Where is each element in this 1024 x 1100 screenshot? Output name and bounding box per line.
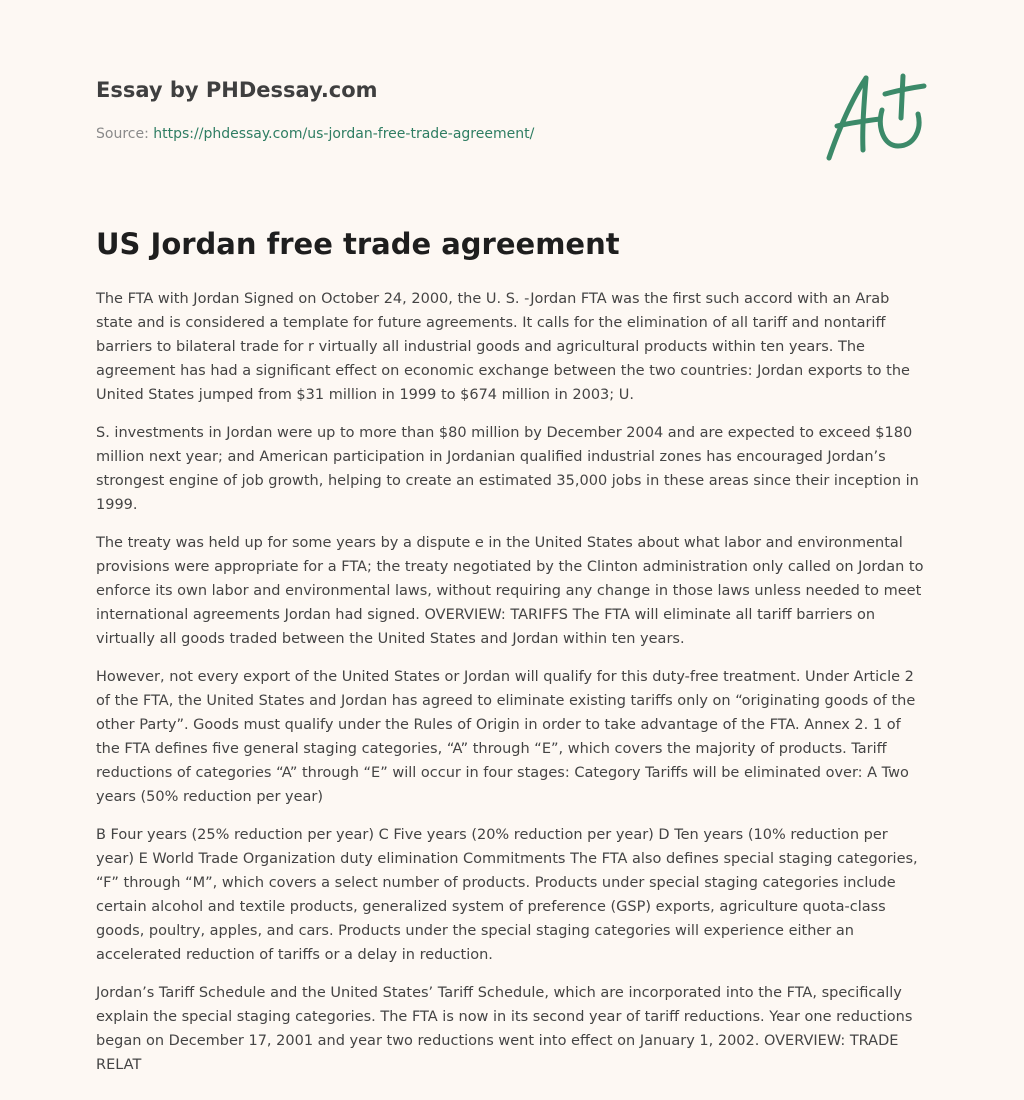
- page-header: [96, 72, 796, 144]
- source-link[interactable]: https://phdessay.com/us-jordan-free-trade-agreement/: [153, 126, 535, 142]
- article-title: US Jordan free trade agreement: [96, 227, 620, 261]
- paragraph: The treaty was held up for some years by a dispute e in the United States about what labor and environmental provisions were appropriate for a FTA; the treaty negotiated by the Clinton administration only called on Jordan to enforce its own labor and environmental laws, without requiring any change in those laws unless needed to meet international agreements Jordan had signed. OVERVIEW: TARIFFS The FTA will eliminate all tariff barriers on virtually all goods traded between the United States and Jordan within ten years.: [96, 535, 924, 647]
- paragraph: B Four years (25% reduction per year) C Five years (20% reduction per year) D Ten years (10% reduction per year) E World Trade Organization duty elimination Commitments The FTA also defines special staging categories, “F” through “M”, which covers a select number of products. Products under special staging categories include certain alcohol and textile products, generalized system of preference (GSP) exports, agriculture quota-class goods, poultry, apples, and cars. Products under the special staging categories will experience either an accelerated reduction of tariffs or a delay in reduction.: [96, 827, 918, 963]
- paragraph: Jordan’s Tariff Schedule and the United States’ Tariff Schedule, which are incorporated into the FTA, specifically explain the special staging categories. The FTA is now in its second year of tariff reductions. Year one reductions began on December 17, 2001 and year two reductions went into effect on January 1, 2002. OVERVIEW: TRADE RELAT: [96, 985, 913, 1073]
- article-body: [96, 287, 928, 1091]
- source-label: Source:: [96, 126, 149, 142]
- a-plus-grade-icon: [822, 66, 932, 166]
- paragraph: S. investments in Jordan were up to more than $80 million by December 2004 and are expected to exceed $180 million next year; and American participation in Jordanian qualified industrial zones has encouraged Jordan’s strongest engine of job growth, helping to create an estimated 35,000 jobs in these areas since their inception in 1999.: [96, 425, 919, 513]
- paragraph: However, not every export of the United States or Jordan will qualify for this duty-free treatment. Under Article 2 of the FTA, the United States and Jordan has agreed to eliminate existing tariffs only on “originating goods of the other Party”. Goods must qualify under the Rules of Origin in order to take advantage of the FTA. Annex 2. 1 of the FTA defines five general staging categories, “A” through “E”, which covers the majority of products. Tariff reductions of categories “A” through “E” will occur in four stages: Category Tariffs will be eliminated over: A Two years (50% reduction per year): [96, 669, 916, 805]
- paragraph: The FTA with Jordan Signed on October 24, 2000, the U. S. -Jordan FTA was the first such accord with an Arab state and is considered a template for future agreements. It calls for the elimination of all tariff and nontariff barriers to bilateral trade for r virtually all industrial goods and agricultural products within ten years. The agreement has had a significant effect on economic exchange between the two countries: Jordan exports to the United States jumped from $31 million in 1999 to $674 million in 2003; U.: [96, 291, 910, 403]
- site-brand: Essay by PHDessay.com: [96, 78, 378, 102]
- source-line: [96, 124, 796, 144]
